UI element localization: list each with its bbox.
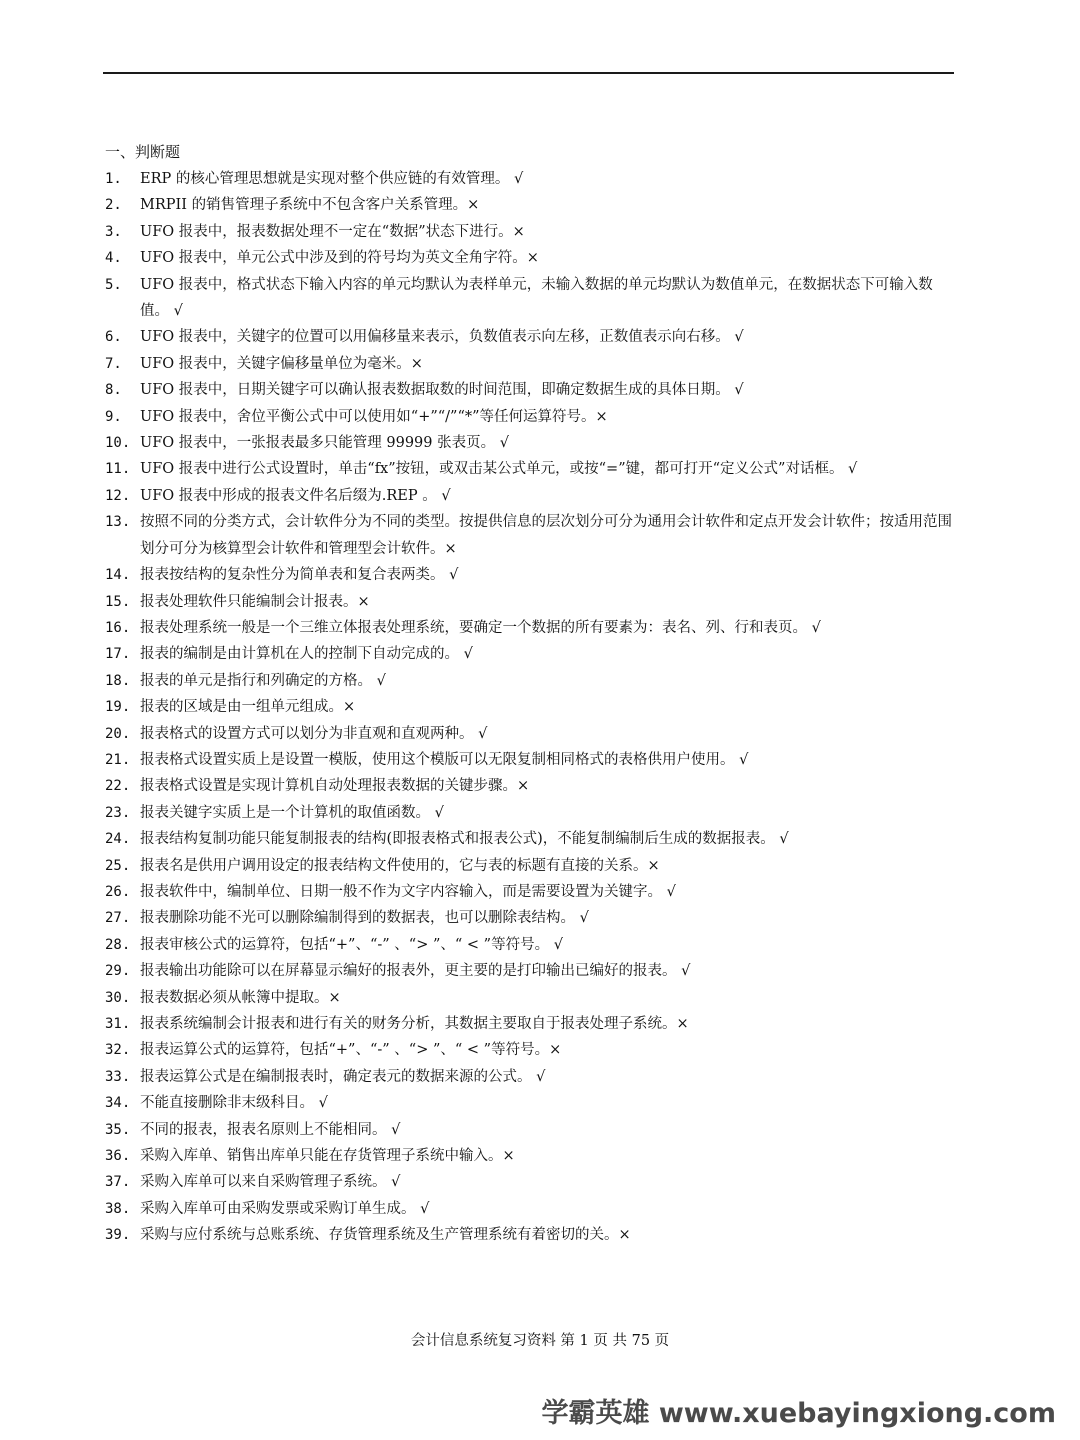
question-item [105,1011,955,1037]
question-item [105,483,955,509]
question-number: 36. [105,1148,131,1165]
question-item [105,509,955,562]
question-text: 报表格式设置实质上是设置一模版，使用这个模版可以无限复制相同格式的表格供用户使用。 √ [140,751,749,768]
question-number: 16. [105,619,131,636]
question-number: 7. [105,355,122,372]
question-number: 38. [105,1200,131,1217]
question-item [105,351,955,377]
question-number: 4. [105,250,122,267]
question-item [105,166,955,192]
question-number: 30. [105,989,131,1006]
question-text: 报表格式的设置方式可以划分为非直观和直观两种。 √ [140,725,488,742]
question-number: 21. [105,751,131,768]
question-item [105,589,955,615]
question-text: UFO 报表中，单元公式中涉及到的符号均为英文全角字符。× [140,250,539,267]
question-number: 31. [105,1016,131,1032]
question-number: 32. [105,1042,131,1059]
question-number: 2. [105,197,122,214]
question-text: 报表运算公式的运算符，包括“+”、“-” 、“> ”、“ < ”等符号。× [140,1042,562,1059]
question-item [105,456,955,482]
question-text: 报表处理软件只能编制会计报表。× [140,593,370,610]
question-number: 15. [105,593,131,610]
question-number: 22. [105,778,131,795]
question-number: 33. [105,1068,131,1085]
header-rule [103,72,954,74]
question-item [105,192,955,218]
question-item [105,245,955,271]
question-item [105,853,955,879]
question-item [105,905,955,931]
question-text: 报表关键字实质上是一个计算机的取值函数。 √ [140,804,444,821]
question-text: 不同的报表，报表名原则上不能相同。 √ [140,1121,401,1138]
question-text: UFO 报表中进行公式设置时，单击“fx”按钮，或双击某公式单元，或按“=”键，都可打开“定义公式”对话框。 √ [140,461,858,478]
question-text: 报表软件中，编制单位、日期一般不作为文字内容输入，而是需要设置为关键字。 √ [140,883,676,900]
question-item [105,377,955,403]
watermark: 学霸英雄 www.xuebayingxiong.com [541,1398,1056,1429]
question-item [105,773,955,799]
question-text: 报表格式设置是实现计算机自动处理报表数据的关键步骤。× [140,778,530,795]
question-text: UFO 报表中，关键字偏移量单位为毫米。× [140,355,423,372]
question-number: 25. [105,857,131,874]
question-item [105,879,955,905]
question-text: 采购与应付系统与总账系统、存货管理系统及生产管理系统有着密切的关。× [140,1227,631,1244]
question-number: 18. [105,672,131,689]
question-number: 27. [105,910,131,927]
question-item [105,694,955,720]
question-item [105,721,955,747]
question-list [105,166,955,1249]
question-number: 6. [105,329,122,346]
page-footer: 会计信息系统复习资料 第 1 页 共 75 页 [410,1333,670,1349]
question-text: UFO 报表中，舍位平衡公式中可以使用如“+”“/”“*”等任何运算符号。× [140,408,608,425]
question-number: 35. [105,1121,131,1138]
question-text: 报表运算公式是在编制报表时，确定表元的数据来源的公式。 √ [140,1068,546,1085]
question-number: 26. [105,883,131,900]
question-item [105,1196,955,1222]
question-text: 报表数据必须从帐簿中提取。× [140,989,341,1006]
question-number: 28. [105,936,131,953]
question-number: 13. [105,514,131,531]
question-text: ERP 的核心管理思想就是实现对整个供应链的有效管理。 √ [140,171,524,187]
question-text: 报表处理系统一般是一个三维立体报表处理系统，要确定一个数据的所有要素为：表名、列、行和表页。 √ [140,619,821,636]
question-item [105,272,955,325]
question-item [105,219,955,245]
question-number: 20. [105,725,131,742]
question-number: 5. [105,276,122,293]
question-item [105,1064,955,1090]
question-text: 报表系统编制会计报表和进行有关的财务分析，其数据主要取自于报表处理子系统。× [140,1016,689,1032]
question-text: 报表输出功能除可以在屏幕显示编好的报表外，更主要的是打印输出已编好的报表。 √ [140,963,691,980]
question-number: 37. [105,1174,131,1191]
question-item [105,1090,955,1116]
question-text: 采购入库单、销售出库单只能在存货管理子系统中输入。× [140,1148,515,1165]
question-text: 采购入库单可由采购发票或采购订单生成。 √ [140,1200,430,1217]
question-item [105,932,955,958]
question-item [105,430,955,456]
question-text: UFO 报表中，报表数据处理不一定在“数据”状态下进行。× [140,223,525,240]
question-item [105,324,955,350]
question-text: 报表结构复制功能只能复制报表的结构(即报表格式和报表公式)，不能复制编制后生成的数据报表。 √ [140,831,789,848]
question-text: UFO 报表中，日期关键字可以确认报表数据取数的时间范围，即确定数据生成的具体日期。 √ [140,382,744,399]
question-text: UFO 报表中，关键字的位置可以用偏移量来表示，负数值表示向左移，正数值表示向右移。 √ [140,329,744,346]
question-item [105,958,955,984]
question-item [105,800,955,826]
question-number: 1. [105,171,122,187]
question-text: 报表名是供用户调用设定的报表结构文件使用的，它与表的标题有直接的关系。× [140,857,660,874]
section-title: 一、判断题 [105,143,181,161]
question-text: 按照不同的分类方式，会计软件分为不同的类型。按提供信息的层次划分可分为通用会计软件和定点开发会计软件；按适用范围划分可分为核算型会计软件和管理型会计软件。× [140,514,952,557]
question-number: 11. [105,461,131,478]
question-item [105,404,955,430]
question-text: UFO 报表中形成的报表文件名后缀为.REP 。 √ [140,487,451,504]
question-text: 报表的编制是由计算机在人的控制下自动完成的。 √ [140,646,473,663]
question-item [105,1143,955,1169]
question-item [105,1037,955,1063]
question-item [105,641,955,667]
question-text: 报表审核公式的运算符，包括“+”、“-” 、“> ”、“ < ”等符号。 √ [140,936,563,953]
question-number: 9. [105,408,122,425]
question-number: 23. [105,804,131,821]
question-number: 12. [105,487,131,504]
question-item [105,668,955,694]
question-text: 不能直接删除非末级科目。 √ [140,1095,328,1112]
question-item [105,615,955,641]
question-number: 29. [105,963,131,980]
question-text: UFO 报表中，格式状态下输入内容的单元均默认为表样单元，未输入数据的单元均默认为数值单元，在数据状态下可输入数值。 √ [140,276,933,320]
question-text: 报表的单元是指行和列确定的方格。 √ [140,672,386,689]
question-number: 34. [105,1095,131,1112]
question-item [105,747,955,773]
question-number: 19. [105,699,131,716]
question-text: UFO 报表中，一张报表最多只能管理 99999 张表页。 √ [140,435,509,452]
question-item [105,1117,955,1143]
question-number: 24. [105,831,131,848]
question-number: 10. [105,435,131,452]
question-item [105,1169,955,1195]
question-text: 报表的区域是由一组单元组成。× [140,699,356,716]
question-number: 39. [105,1227,131,1244]
question-number: 8. [105,382,122,399]
question-number: 17. [105,646,131,663]
question-text: 报表删除功能不光可以删除编制得到的数据表，也可以删除表结构。 √ [140,910,589,927]
question-number: 3. [105,223,122,240]
question-text: 采购入库单可以来自采购管理子系统。 √ [140,1174,401,1191]
question-number: 14. [105,567,131,584]
question-text: 报表按结构的复杂性分为简单表和复合表两类。 √ [140,567,459,584]
question-item [105,985,955,1011]
question-item [105,1222,955,1248]
question-text: MRPII 的销售管理子系统中不包含客户关系管理。× [140,197,480,214]
question-item [105,562,955,588]
question-item [105,826,955,852]
